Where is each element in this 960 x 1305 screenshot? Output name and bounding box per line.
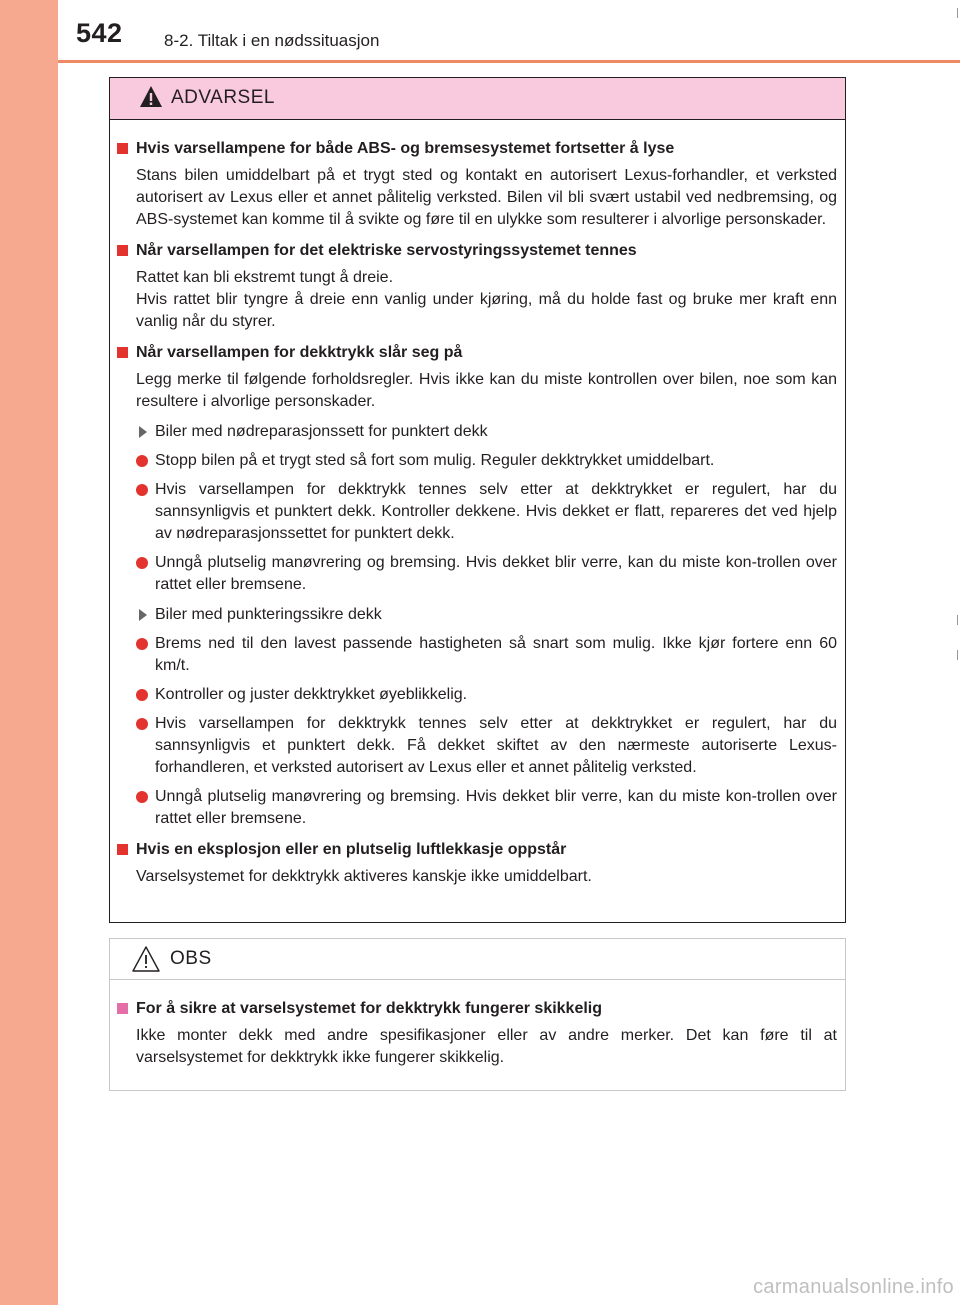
sub-heading: Biler med punkteringssikre dekk [136,604,837,626]
list-item: Hvis varsellampen for dekktrykk tennes selv etter at dekktrykket er regulert, har du sannsynligvis et punktert dekk. Kontroller dekkene. Hvis dekket er flatt, repareres det ved hjelp av nødreparasjonssettet for punktert dekk. [136,479,837,545]
page-header [58,0,960,62]
sub-heading: Biler med nødreparasjonssett for punktert dekk [136,421,837,443]
header-divider [58,60,960,63]
edge-tick [957,8,958,18]
pink-square-icon [117,1003,128,1014]
arrow-right-icon [139,609,147,621]
notice-content [110,980,845,1069]
section-heading: For å sikre at varselsystemet for dekktrykk fungerer skikkelig [117,998,837,1019]
red-dot-icon [136,455,148,467]
watermark: carmanualsonline.info [753,1276,954,1298]
edge-tick [957,615,958,625]
paragraph: Hvis rattet blir tyngre å dreie enn vanlig under kjøring, må du holde fast og bruke mer kraft enn vanlig når du styrer. [136,291,837,330]
red-dot-icon [136,484,148,496]
warning-box [109,77,846,923]
side-color-strip [0,0,58,1305]
section-heading: Hvis en eksplosjon eller en plutselig luftlekkasje oppstår [117,839,837,860]
caution-triangle-icon [131,945,161,973]
section-heading: Når varsellampen for dekktrykk slår seg på [117,342,837,363]
list-item: Hvis varsellampen for dekktrykk tennes selv etter at dekktrykket er regulert, har du sannsynligvis et punktert dekk. Få dekket skiftet av den nærmeste autoriserte Lexus-forhandleren, et verksted autorisert av Lexus eller et annet pålitelig verksted. [136,713,837,779]
warning-header [110,78,845,120]
notice-header [110,939,845,980]
list-item: Kontroller og juster dekktrykket øyeblikkelig. [136,684,837,706]
notice-box [109,938,846,1091]
section-heading: Når varsellampen for det elektriske servostyringssystemet tennes [117,240,837,261]
list-item: Stopp bilen på et trygt sted så fort som mulig. Reguler dekktrykket umiddelbart. [136,450,837,472]
red-dot-icon [136,791,148,803]
red-dot-icon [136,718,148,730]
red-square-icon [117,347,128,358]
edge-tick [957,650,958,660]
warning-triangle-icon [139,85,163,109]
paragraph: Ikke monter dekk med andre spesifikasjoner eller av andre merker. Det kan føre til at varselsystemet for dekktrykk ikke fungerer skikkelig. [136,1027,837,1066]
red-square-icon [117,143,128,154]
red-square-icon [117,245,128,256]
section-title: 8-2. Tiltak i en nødssituasjon [164,31,380,50]
red-dot-icon [136,638,148,650]
paragraph: Varselsystemet for dekktrykk aktiveres kanskje ikke umiddelbart. [136,868,592,885]
red-dot-icon [136,557,148,569]
paragraph: Stans bilen umiddelbart på et trygt sted og kontakt en autorisert Lexus-forhandler, et verksted autorisert av Lexus eller et annet pålitelig verksted. Bilen vil bli svært ustabil ved nedbremsing, og ABS-systemet kan komme til å svikte og føre til en ulykke som resulterer i alvorlige personskader. [136,167,837,228]
paragraph: Rattet kan bli ekstremt tungt å dreie. [136,269,394,286]
list-item: Brems ned til den lavest passende hastigheten så snart som mulig. Ikke kjør fortere enn 60 km/t. [136,633,837,677]
list-item: Unngå plutselig manøvrering og bremsing. Hvis dekket blir verre, kan du miste kon-trollen over rattet eller bremsene. [136,552,837,596]
warning-content [110,120,845,888]
red-dot-icon [136,689,148,701]
section-heading: Hvis varsellampene for både ABS- og bremsesystemet fortsetter å lyse [117,138,837,159]
red-square-icon [117,844,128,855]
warning-label: ADVARSEL [171,87,275,108]
notice-label: OBS [170,948,212,969]
paragraph: Legg merke til følgende forholdsregler. Hvis ikke kan du miste kontrollen over bilen, noe som kan resultere i alvorlige personskader. [136,371,837,410]
page-number: 542 [76,18,123,48]
arrow-right-icon [139,426,147,438]
list-item: Unngå plutselig manøvrering og bremsing. Hvis dekket blir verre, kan du miste kon-trollen over rattet eller bremsene. [136,786,837,830]
